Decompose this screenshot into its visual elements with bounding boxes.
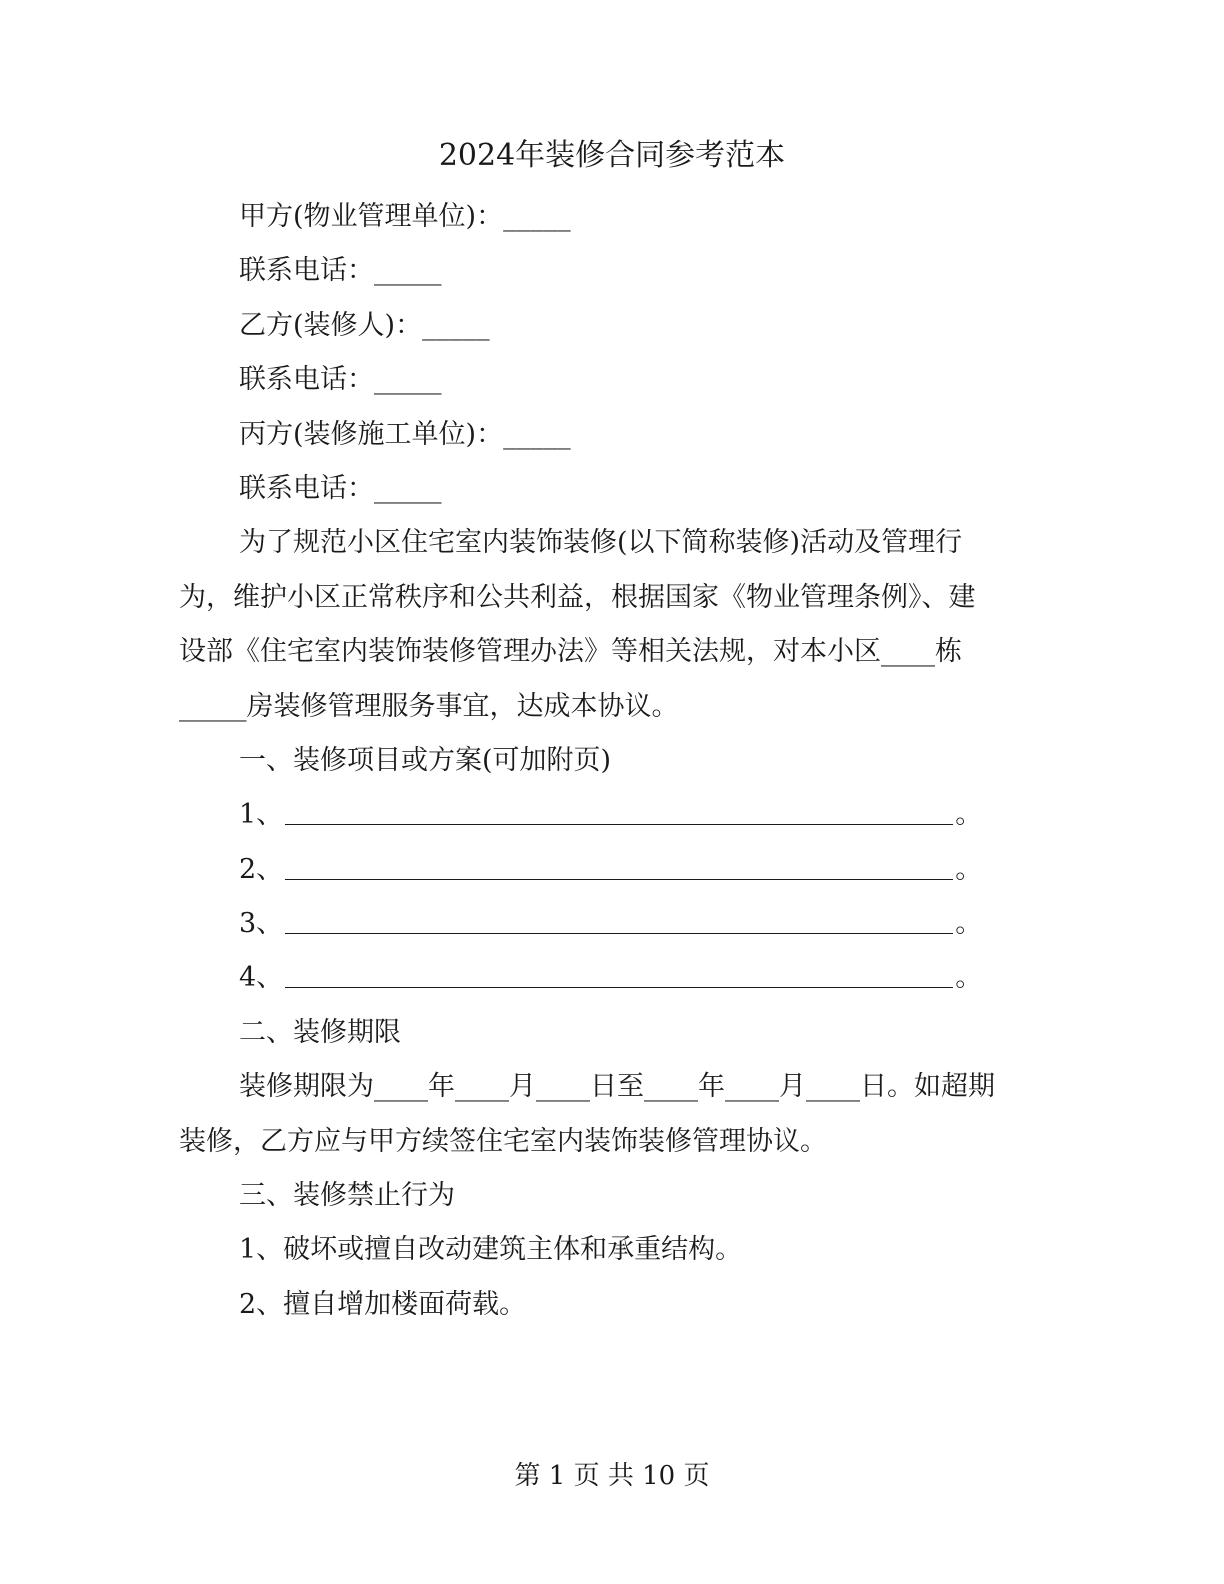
party-a-field: 甲方(物业管理单位)：_____ [239,201,571,232]
prohibited-item-2: 2、擅自增加楼面荷载。 [239,1288,527,1320]
section-2-heading: 二、装修期限 [239,1016,401,1048]
preamble-line: 为，维护小区正常秩序和公共利益，根据国家《物业管理条例》、建 [179,581,976,613]
project-item-3 [179,897,1025,951]
document-title: 2024年装修合同参考范本 [438,138,786,173]
period-line: 装修，乙方应与甲方续签住宅室内装饰装修管理协议。 [179,1125,827,1157]
section-3-heading: 三、装修禁止行为 [239,1180,455,1212]
item-number: 1、 [239,799,284,831]
period-line: 装修期限为____年____月____日至____年____月____日。如超期 [239,1071,995,1103]
item-end-mark: 。 [955,908,983,940]
item-end-mark: 。 [955,853,983,885]
prohibited-item-1: 1、破坏或擅自改动建筑主体和承重结构。 [239,1234,743,1266]
fill-in-blank [285,986,953,988]
preamble-line: 设部《住宅室内装饰装修管理办法》等相关法规，对本小区____栋 [179,636,962,668]
document-body [179,190,1025,1332]
item-number: 4、 [239,962,284,994]
item-number: 2、 [239,853,284,885]
party-b-field: 乙方(装修人)：_____ [239,309,490,341]
fill-in-blank [285,878,953,880]
item-end-mark: 。 [955,799,983,831]
preamble-line: 为了规范小区住宅室内装饰装修(以下简称装修)活动及管理行 [239,527,963,559]
preamble-line: _____房装修管理服务事宜，达成本协议。 [179,690,679,722]
fill-in-blank [285,932,953,934]
party-c-phone-field: 联系电话：_____ [239,472,442,504]
party-a-phone-field: 联系电话：_____ [239,255,442,287]
section-1-heading: 一、装修项目或方案(可加附页) [239,744,612,776]
item-end-mark: 。 [955,962,983,994]
item-number: 3、 [239,908,284,940]
fill-in-blank [285,823,953,825]
party-b-phone-field: 联系电话：_____ [239,364,442,396]
project-item-4 [179,951,1025,1005]
project-item-2 [179,843,1025,897]
page-footer: 第 1 页 共 10 页 [514,1461,710,1491]
party-c-field: 丙方(装修施工单位)：_____ [239,418,571,450]
project-item-1 [179,788,1025,842]
